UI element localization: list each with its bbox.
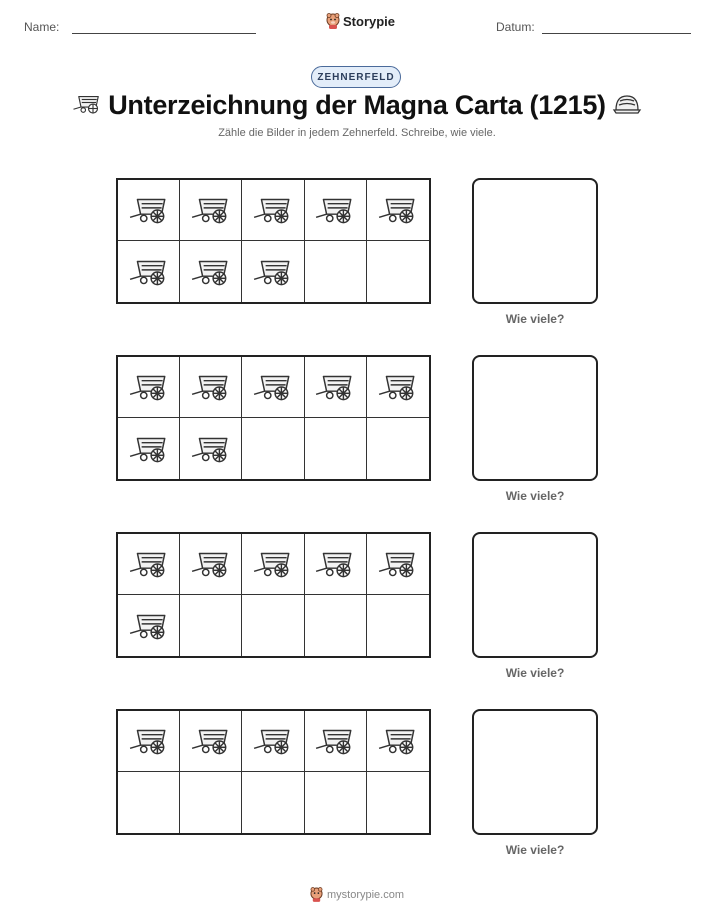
cart-icon (190, 255, 232, 289)
ten-frame-cell-empty (367, 418, 429, 479)
cart-icon (128, 547, 170, 581)
brand-logo (326, 13, 395, 29)
name-line[interactable] (72, 33, 256, 34)
ten-frame (116, 532, 431, 658)
ten-frame-cell-empty (305, 595, 367, 656)
ten-frame-cell-empty (242, 418, 304, 479)
ten-frame-cell-filled (242, 357, 304, 418)
date-label: Datum: (496, 20, 535, 34)
cart-icon (314, 724, 356, 758)
ten-frame-cell-filled (367, 357, 429, 418)
cart-icon (252, 547, 294, 581)
ten-frame-cell-filled (118, 534, 180, 595)
cart-icon (377, 193, 419, 227)
ten-frame-cell-filled (180, 418, 242, 479)
ten-frame-cell-empty (367, 772, 429, 833)
answer-label: Wie viele? (505, 489, 565, 503)
cart-icon (190, 193, 232, 227)
ten-frame-cell-empty (242, 772, 304, 833)
cart-icon (190, 724, 232, 758)
ten-frame-cell-empty (305, 241, 367, 302)
ten-frame-cell-filled (118, 595, 180, 656)
ten-frame-cell-empty (118, 772, 180, 833)
cart-icon (252, 724, 294, 758)
ten-frame-cell-filled (180, 357, 242, 418)
ten-frame-cell-empty (305, 772, 367, 833)
ten-frame (116, 709, 431, 835)
answer-label: Wie viele? (505, 843, 565, 857)
name-label: Name: (24, 20, 60, 34)
page-title: Unterzeichnung der Magna Carta (1215) (108, 90, 606, 120)
cart-icon (128, 193, 170, 227)
ten-frame-cell-empty (367, 241, 429, 302)
cart-icon (314, 547, 356, 581)
mascot-icon (310, 887, 323, 902)
answer-label: Wie viele? (505, 312, 565, 326)
ten-frame-cell-filled (180, 711, 242, 772)
ten-frame (116, 355, 431, 481)
instructions: Zähle die Bilder in jedem Zehnerfeld. Schreibe, wie viele. (218, 127, 496, 139)
cart-icon (252, 255, 294, 289)
ten-frame-cell-filled (118, 357, 180, 418)
ten-frame-cell-filled (118, 418, 180, 479)
cart-icon (128, 370, 170, 404)
answer-box[interactable] (472, 532, 598, 658)
cart-icon (314, 193, 356, 227)
ten-frame-cell-empty (242, 595, 304, 656)
ten-frame-cell-filled (118, 711, 180, 772)
cart-icon (128, 432, 170, 466)
cart-icon (252, 193, 294, 227)
ten-frame-cell-filled (367, 180, 429, 241)
ten-frame-cell-filled (305, 711, 367, 772)
ten-frame-cell-filled (367, 534, 429, 595)
cart-icon (128, 609, 170, 643)
date-line[interactable] (542, 33, 691, 34)
ten-frame-cell-filled (180, 241, 242, 302)
answer-label: Wie viele? (505, 666, 565, 680)
ten-frame-cell-filled (180, 534, 242, 595)
ten-frame-cell-empty (305, 418, 367, 479)
cart-icon (377, 370, 419, 404)
ten-frame-cell-empty (180, 595, 242, 656)
cart-icon (190, 370, 232, 404)
footer-url: mystorypie.com (326, 888, 405, 901)
cart-icon (128, 724, 170, 758)
ten-frame-cell-filled (242, 711, 304, 772)
ten-frame-cell-empty (180, 772, 242, 833)
ten-frame-cell-filled (305, 357, 367, 418)
brand-name: Storypie (343, 13, 396, 29)
cart-icon (252, 370, 294, 404)
cart-icon (128, 255, 170, 289)
ten-frame-cell-filled (367, 711, 429, 772)
cart-icon (377, 724, 419, 758)
cart-icon (314, 370, 356, 404)
ten-frame-cell-empty (367, 595, 429, 656)
ten-frame-cell-filled (118, 180, 180, 241)
ten-frame-cell-filled (242, 241, 304, 302)
ten-frame-cell-filled (305, 180, 367, 241)
ten-frame-cell-filled (242, 180, 304, 241)
helmet-icon (612, 92, 642, 116)
cart-icon (377, 547, 419, 581)
ten-frame-cell-filled (180, 180, 242, 241)
footer (0, 887, 714, 902)
answer-box[interactable] (472, 355, 598, 481)
mascot-icon (326, 13, 340, 29)
answer-box[interactable] (472, 709, 598, 835)
cart-icon (190, 432, 232, 466)
ten-frame-cell-filled (305, 534, 367, 595)
ten-frame-cell-filled (118, 241, 180, 302)
cart-icon (190, 547, 232, 581)
worksheet-type-badge: ZEHNERFELD (311, 66, 401, 88)
ten-frame (116, 178, 431, 304)
answer-box[interactable] (472, 178, 598, 304)
ten-frame-cell-filled (242, 534, 304, 595)
